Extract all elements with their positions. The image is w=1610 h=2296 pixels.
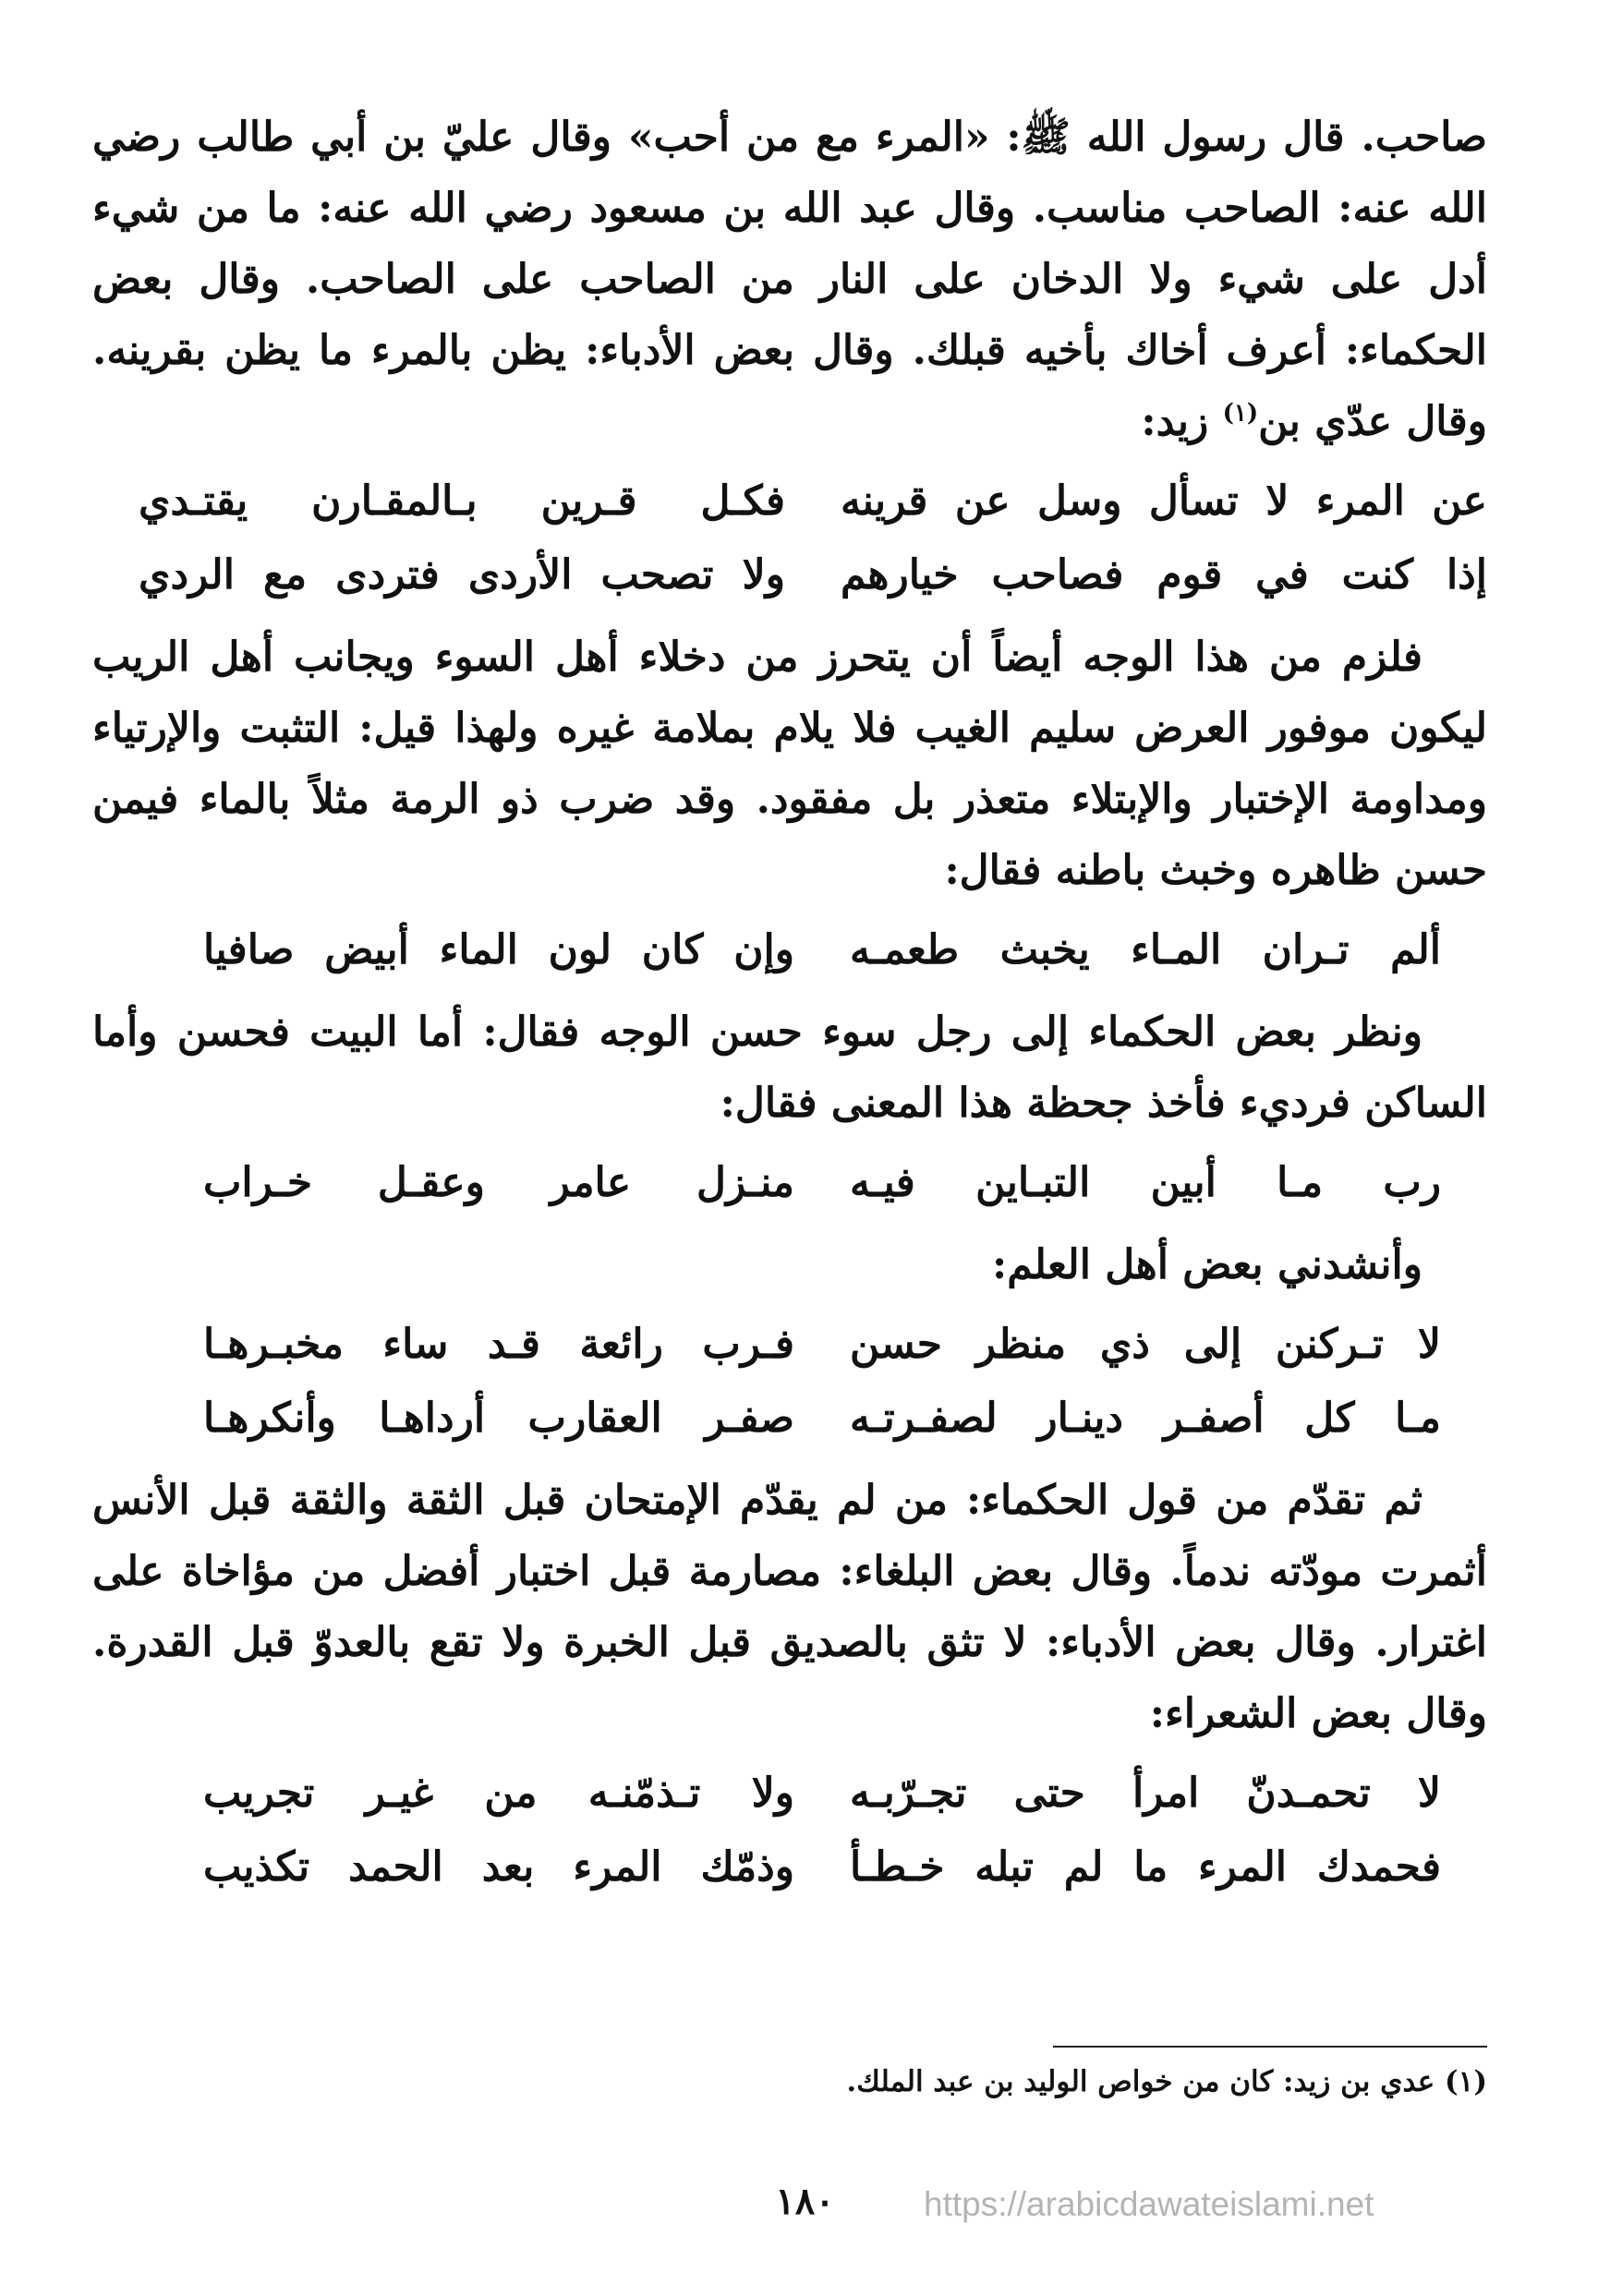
hemistich-second: وذمّك المرء بعد الحمد تكذيب <box>203 1843 794 1891</box>
footnote-divider <box>1053 2046 1487 2048</box>
paragraph-1 <box>92 102 1487 457</box>
verse-line <box>92 465 1487 538</box>
hemistich-second: فكـل قـرين بـالمقـارن يقتـدي <box>139 477 785 525</box>
hemistich-second: صفـر العقارب أرداهـا وأنكرهـا <box>203 1395 794 1442</box>
poem-adi <box>92 465 1487 612</box>
poem-jahza <box>92 1146 1487 1220</box>
page-number: ١٨٠ <box>775 2180 835 2223</box>
footnote-reference[interactable]: (١) <box>1222 399 1259 428</box>
watermark-url: https://arabicdawateislami.net <box>924 2185 1374 2223</box>
footnote: (١) عدي بن زيد: كان من خواص الوليد بن عبد الملك. <box>846 2065 1487 2098</box>
verse-line <box>92 1831 1441 1904</box>
hemistich-first: لا تحمـدنّ امرأ حتى تجـرّبـه <box>850 1770 1441 1817</box>
verse-line <box>92 1308 1441 1382</box>
hemistich-second: ولا تصحب الأردى فتردى مع الردي <box>139 551 785 598</box>
paragraph-1-text: صاحب. قال رسول الله ﷺ: «المرء مع من أحب» وقال عليّ بن أبي طالب رضي الله عنه: الصاحب مناسب. وقال عبد الله بن مسعود رضي الله عنه: ما من شيء أدل على شيء ولا الدخان على النار من الصاحب على الصاحب. وقال بعض الحكماء: أعرف أخاك بأخيه قبلك. وقال بعض الأدباء: يظن بالمرء ما يظن بقرينه. وقال عدّي بن <box>92 114 1487 445</box>
verse-line <box>92 1146 1441 1220</box>
paragraph-1-tail: زيد: <box>1141 398 1223 445</box>
hemistich-first: عن المرء لا تسأل وسل عن قرينه <box>841 477 1487 525</box>
hemistich-second: منـزل عامر وعقـل خـراب <box>203 1159 794 1206</box>
paragraph-2: فلزم من هذا الوجه أيضاً أن يتحرز من دخلاء أهل السوء ويجانب أهل الريب ليكون موفور العرض سليم الغيب فلا يلام بملامة غيره ولهذا قيل: التثبت والإرتياء ومداومة الإختبار والإبتلاء متعذر بل مفقود. وقد ضرب ذو الرمة مثلاً بالماء فيمن حسن ظاهره وخبث باطنه فقال: <box>92 634 1487 894</box>
poem-poet <box>92 1757 1487 1904</box>
hemistich-first: لا تـركنن إلى ذي منظر حسن <box>850 1321 1441 1368</box>
hemistich-first: رب مـا أبين التبـاين فيـه <box>850 1159 1441 1206</box>
page-body <box>92 102 1487 1914</box>
poem-scholar <box>92 1308 1487 1456</box>
hemistich-first: ألم تـران المـاء يخبث طعمـه <box>850 926 1441 973</box>
paragraph-5: ثم تقدّم من قول الحكماء: من لم يقدّم الإمتحان قبل الثقة والثقة قبل الأنس أثمرت مودّته ندماً. وقال بعض البلغاء: مصارمة قبل اختبار أفضل من مؤاخاة على اغترار. وقال بعض الأدباء: لا تثق بالصديق قبل الخبرة ولا تقع بالعدوّ قبل القدرة. وقال بعض الشعراء: <box>92 1477 1487 1737</box>
verse-line <box>92 1382 1441 1456</box>
paragraph-3: ونظر بعض الحكماء إلى رجل سوء حسن الوجه فقال: أما البيت فحسن وأما الساكن فرديء فأخذ جحظة هذا المعنى فقال: <box>92 1009 1487 1127</box>
verse-line <box>92 538 1487 612</box>
verse-line <box>92 1757 1441 1831</box>
hemistich-second: ولا تـذمّنـه من غيـر تجريب <box>203 1770 794 1817</box>
poem-dhu-rumma <box>92 913 1487 987</box>
hemistich-second: فـرب رائعة قـد ساء مخبـرهـا <box>203 1321 794 1368</box>
hemistich-second: وإن كان لون الماء أبيض صافيا <box>203 926 794 973</box>
verse-line <box>92 913 1441 987</box>
hemistich-first: فحمدك المرء ما لم تبله خـطـأ <box>850 1843 1441 1891</box>
hemistich-first: إذا كنت في قوم فصاحب خيارهم <box>841 551 1487 598</box>
hemistich-first: مـا كل أصفـر دينـار لصفـرتـه <box>850 1395 1441 1442</box>
paragraph-4: وأنشدني بعض أهل العلم: <box>991 1241 1422 1288</box>
